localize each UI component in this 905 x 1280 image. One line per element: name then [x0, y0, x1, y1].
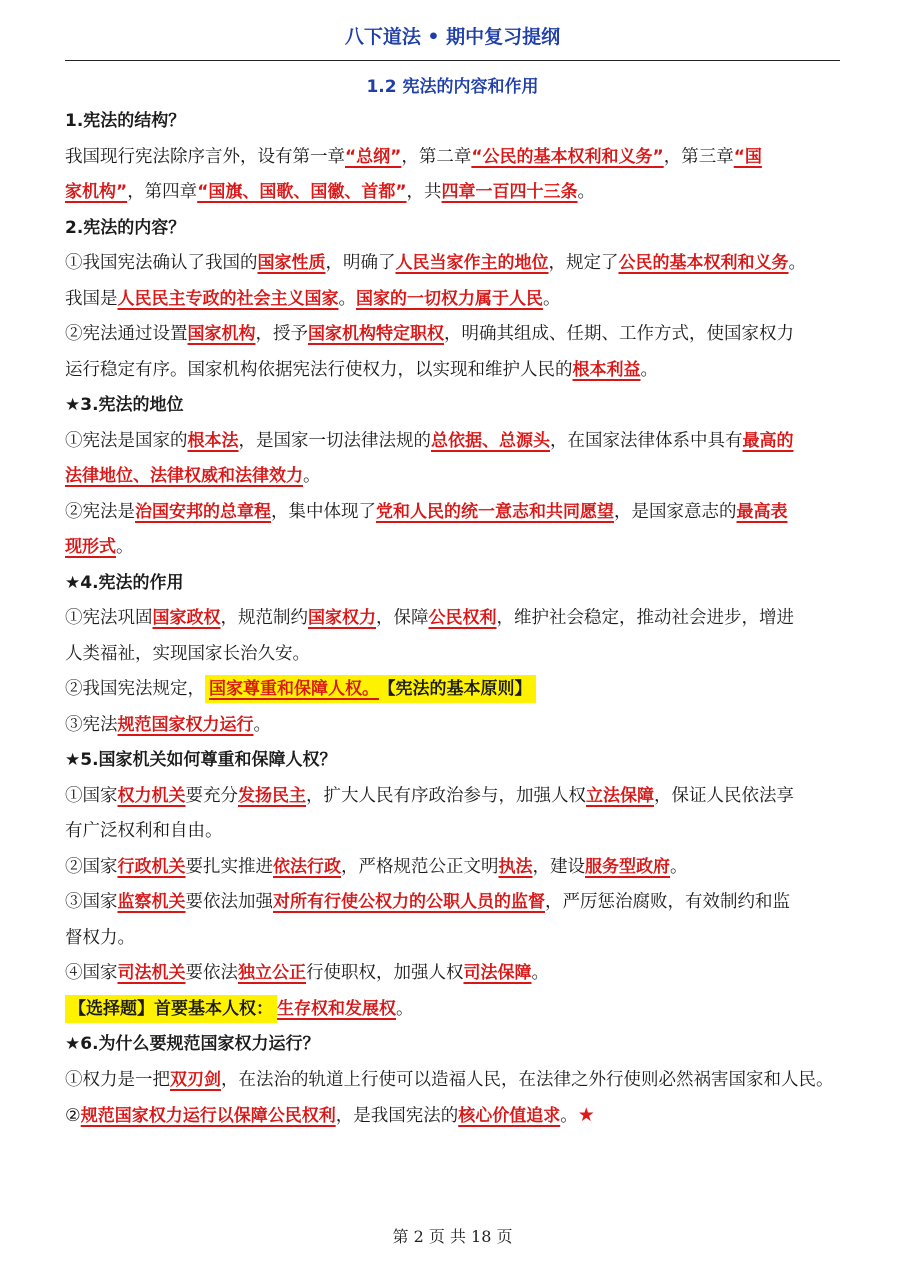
keyword-text: 核心价值追求 [458, 1106, 561, 1126]
body-text: ，扩大人民有序政治参与，加强人权 [306, 785, 586, 806]
outline-heading [65, 743, 840, 779]
outline-line [65, 921, 840, 957]
body-text: 我国是 [65, 288, 118, 309]
body-text: 。 [253, 714, 271, 735]
outline-heading [65, 1027, 840, 1063]
keyword-text: 司法保障 [463, 963, 532, 983]
body-text: ①宪法巩固 [65, 608, 153, 628]
keyword-text: 国家尊重和保障人权。 [205, 675, 383, 703]
outline-line [65, 459, 840, 495]
outline-line [65, 1098, 840, 1134]
outline-line [65, 814, 840, 850]
keyword-text: 根本法 [187, 430, 239, 451]
body-text: 。 [788, 253, 806, 273]
body-text: ，共 [406, 182, 442, 202]
outline-line [65, 992, 840, 1028]
keyword-text: 国家权力 [308, 608, 376, 628]
keyword-text: 四章一百四十三条 [441, 182, 578, 202]
page-number-footer: 第 2 页 共 18 页 [392, 1227, 513, 1246]
body-text: ，第三章 [663, 146, 734, 167]
keyword-text: 执法 [498, 856, 533, 877]
body-text: ，在国家法律体系中具有 [550, 430, 743, 451]
body-text: ，是国家意志的 [614, 501, 737, 522]
keyword-text: 国家政权 [152, 608, 221, 628]
keyword-text: “公民的基本权利和义务” [471, 146, 664, 167]
body-text: 我国现行宪法除序言外，设有第一章 [65, 146, 345, 167]
body-text: ，规范制约 [220, 608, 308, 628]
body-text: ，严格规范公正文明 [341, 856, 499, 877]
body-text: 要依法加强 [185, 892, 273, 912]
keyword-text: 国家机构特定职权 [308, 324, 444, 344]
keyword-text: 国家机构 [187, 324, 256, 344]
body-text: 。 [116, 537, 134, 557]
keyword-text: 根本利益 [572, 359, 641, 380]
document-header-title: 八下道法 • 期中复习提纲 [344, 26, 561, 48]
outline-heading [65, 104, 840, 140]
body-text: ③国家 [65, 892, 118, 912]
keyword-text: 对所有行使公权力的公职人员的监督 [273, 892, 545, 912]
body-text: ④国家 [65, 963, 118, 983]
body-text: ②国家 [65, 856, 118, 877]
body-text: 2.宪法的内容？ [65, 217, 186, 238]
keyword-text: 公民权利 [428, 608, 497, 628]
body-text: ，在法治的轨道上行使可以造福人民，在法律之外行使则必然祸害国家和人民。 [221, 1069, 834, 1090]
keyword-text: 治国安邦的总章程 [135, 501, 271, 522]
keyword-text: 党和人民的统一意志和共同愿望 [376, 501, 614, 522]
body-text: 行使职权，加强人权 [306, 963, 464, 983]
body-text: 人类福祉，实现国家长治久安。 [65, 643, 310, 664]
outline-line [65, 1063, 840, 1099]
outline-line [65, 317, 840, 353]
keyword-text: 规范国家权力运行以保障公民权利 [80, 1106, 336, 1126]
body-text: 督权力。 [65, 927, 135, 948]
outline-line [65, 530, 840, 566]
body-text: ★4.宪法的作用 [65, 572, 184, 593]
body-text: ，授予 [255, 324, 308, 344]
keyword-text: “国旗、国歌、国徽、首都” [197, 182, 407, 202]
outline-line [65, 672, 840, 708]
body-text: ★6.为什么要规范国家权力运行？ [65, 1034, 320, 1054]
keyword-text: 独立公正 [238, 963, 306, 983]
outline-line [65, 424, 840, 460]
outline-line [65, 246, 840, 282]
keyword-text: 人民当家作主的地位 [395, 253, 549, 273]
body-text: ，明确其组成、任期、工作方式，使国家权力 [444, 324, 794, 344]
body-text: ，保证人民依法享 [654, 785, 794, 806]
body-text: ，明确了 [325, 253, 396, 273]
body-text: ，保障 [376, 608, 429, 628]
section-title: 1.2 宪法的内容和作用 [366, 77, 539, 97]
body-text: 。 [303, 466, 321, 486]
keyword-text: 发扬民主 [238, 785, 306, 806]
outline-line [65, 175, 840, 211]
outline-line [65, 495, 840, 531]
outline-heading [65, 566, 840, 602]
outline-line [65, 779, 840, 815]
body-text: ② [65, 1106, 81, 1126]
body-text: 。 [560, 1106, 578, 1126]
header-divider [65, 60, 840, 61]
keyword-text: 现形式 [65, 537, 116, 557]
body-text: ②宪法是 [65, 501, 135, 522]
keyword-text: 最高表 [736, 501, 788, 522]
body-text: ，严厉惩治腐败，有效制约和监 [545, 892, 790, 912]
outline-line [65, 637, 840, 673]
keyword-text: 公民的基本权利和义务 [618, 253, 789, 273]
body-text: 。 [640, 359, 658, 380]
body-text: ①国家 [65, 785, 118, 806]
keyword-text: 家机构” [65, 182, 128, 202]
outline-heading [65, 211, 840, 247]
keyword-text: “国 [733, 146, 762, 167]
highlighted-text: 【宪法的基本原则】 [383, 675, 536, 703]
body-text: 。 [338, 288, 356, 309]
keyword-text: 服务型政府 [585, 856, 670, 877]
body-text: 。 [396, 998, 414, 1019]
outline-line [65, 601, 840, 637]
body-text: ①我国宪法确认了我国的 [65, 253, 258, 273]
body-text: ，集中体现了 [271, 501, 376, 522]
keyword-text: 监察机关 [117, 892, 186, 912]
keyword-text: 国家的一切权力属于人民 [356, 288, 543, 309]
body-text: 有广泛权利和自由。 [65, 821, 223, 841]
body-text: ①权力是一把 [65, 1069, 170, 1090]
keyword-text: 人民民主专政的社会主义国家 [117, 288, 339, 309]
body-text: ，建设 [532, 856, 585, 877]
outline-line [65, 885, 840, 921]
body-text: 。 [577, 182, 596, 202]
body-text: 要扎实推进 [185, 856, 273, 877]
body-text: ②我国宪法规定， [65, 679, 205, 699]
keyword-text: 双刃剑 [170, 1069, 221, 1090]
outline-line [65, 708, 840, 744]
body-text: ，维护社会稳定，推动社会进步，增进 [496, 608, 794, 628]
body-text: ，第四章 [127, 182, 198, 202]
keyword-text: 司法机关 [117, 963, 186, 983]
star-icon: ★ [577, 1104, 595, 1126]
outline-line [65, 140, 840, 176]
keyword-text: 法律地位、法律权威和法律效力 [65, 466, 303, 486]
body-text: 1.宪法的结构？ [65, 111, 186, 131]
body-text: 。 [531, 963, 549, 983]
keyword-text: 立法保障 [586, 785, 654, 806]
body-text: ★5.国家机关如何尊重和保障人权？ [65, 750, 337, 770]
body-text: ，是国家一切法律法规的 [238, 430, 431, 451]
outline-line [65, 956, 840, 992]
keyword-text: 总依据、总源头 [431, 430, 550, 451]
outline-line [65, 353, 840, 389]
keyword-text: 行政机关 [117, 856, 186, 877]
keyword-text: 最高的 [742, 430, 794, 451]
body-text: 。 [670, 856, 688, 877]
body-text: 。 [543, 288, 561, 309]
body-text: ★3.宪法的地位 [65, 395, 184, 415]
keyword-text: 生存权和发展权 [277, 998, 396, 1019]
outline-heading [65, 388, 840, 424]
outline-content [65, 104, 840, 1134]
body-text: ，规定了 [548, 253, 619, 273]
keyword-text: “总纲” [345, 146, 402, 167]
body-text: ①宪法是国家的 [65, 430, 188, 451]
highlighted-text: 【选择题】首要基本人权： [65, 995, 277, 1023]
keyword-text: 依法行政 [273, 856, 341, 877]
body-text: ，第二章 [401, 146, 472, 167]
body-text: 要充分 [185, 785, 238, 806]
keyword-text: 国家性质 [257, 253, 326, 273]
keyword-text: 规范国家权力运行 [117, 714, 254, 735]
body-text: ②宪法通过设置 [65, 324, 188, 344]
outline-line [65, 282, 840, 318]
body-text: ，是我国宪法的 [335, 1106, 459, 1126]
body-text: 要依法 [185, 963, 238, 983]
keyword-text: 权力机关 [117, 785, 186, 806]
body-text: 运行稳定有序。国家机构依据宪法行使权力，以实现和维护人民的 [65, 359, 573, 380]
body-text: ③宪法 [65, 714, 118, 735]
outline-line [65, 850, 840, 886]
